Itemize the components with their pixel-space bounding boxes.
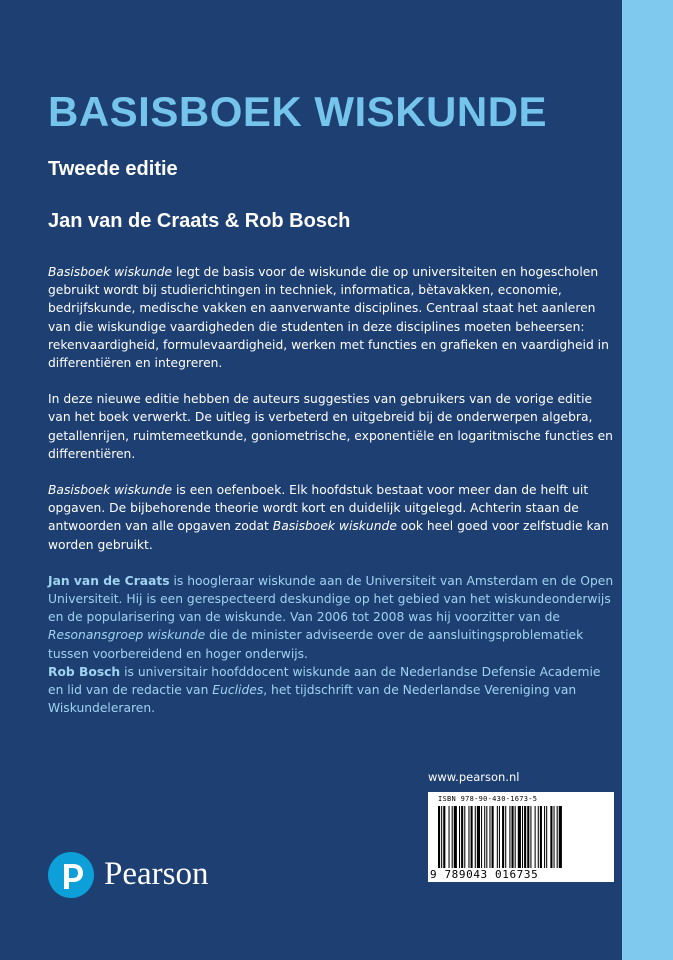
author-bio-2	[48, 663, 618, 718]
bio-italic: Euclides	[212, 683, 264, 698]
edition-label: Tweede editie	[48, 158, 178, 180]
book-title-italic: Basisboek wiskunde	[48, 483, 173, 498]
publisher-name: Pearson	[104, 856, 209, 892]
isbn-label: ISBN 978-90-430-1673-5	[438, 795, 538, 803]
pearson-p-logo-icon	[48, 852, 94, 898]
authors: Jan van de Craats & Rob Bosch	[48, 210, 351, 232]
isbn-barcode	[428, 792, 614, 882]
book-title-italic: Basisboek wiskunde	[272, 519, 397, 534]
blurb-paragraph-1	[48, 263, 618, 372]
bio-italic: Resonansgroep wiskunde	[48, 628, 206, 643]
barcode-bars	[438, 806, 606, 868]
spine-strip	[622, 0, 673, 960]
paragraph-text: is een oefenboek. Elk hoofdstuk bestaat voor meer dan de helft uit opgaven. De bijbehorende theorie wordt kort en duidelijk uitgelegd. Achterin staan de antwoorden van alle opgaven zodat	[48, 483, 589, 534]
blurb	[48, 263, 618, 717]
book-title: BASISBOEK WISKUNDE	[48, 88, 548, 135]
author-name: Rob Bosch	[48, 664, 121, 679]
author-name: Jan van de Craats	[48, 573, 170, 588]
ean-digits: 9 789043 016735	[430, 868, 539, 881]
paragraph-text: ook heel goed voor zelfstudie kan worden gebruikt.	[48, 519, 609, 552]
blurb-paragraph-3	[48, 481, 618, 554]
bio-text: is universitair hoofddocent wiskunde aan de Nederlandse Defensie Academie en lid van de redactie van	[48, 664, 601, 698]
bio-text: , het tijdschrift van de Nederlandse Vereniging van Wiskundeleraren.	[48, 683, 577, 716]
author-bio-1	[48, 572, 618, 663]
paragraph-text: legt de basis voor de wiskunde die op universiteiten en hogescholen gebruikt wordt bij studierichtingen in techniek, informatica, bètavakken, economie, bedrijfskunde, medische vakken en aanverwante disciplines. Centraal staat het aanleren van die wiskundige vaardigheden die studenten in deze disciplines moeten beheersen: rekenvaardigheid, formulevaardigheid, werken met functies en grafieken en vaardigheid in differentiëren en integreren.	[48, 265, 609, 371]
blurb-paragraph-2: In deze nieuwe editie hebben de auteurs suggesties van gebruikers van de vorige editie van het boek verwerkt. De uitleg is verbeterd en uitgebreid bij de onderwerpen algebra, getallenrijen, ruimtemeetkunde, goniometrische, exponentiële en logaritmische functies en differentiëren.	[48, 392, 613, 461]
bio-text: is hoogleraar wiskunde aan de Universiteit van Amsterdam en de Open Universiteit. Hij is een gerespecteerd deskundige op het gebied van het wiskundeonderwijs en de popularisering van de wiskunde. Van 2006 tot 2008 was hij voorzitter van de	[48, 573, 614, 625]
bio-text: die de minister adviseerde over de aansluitingsproblematiek tussen voorbereidend en hoger onderwijs.	[48, 628, 584, 661]
publisher-website: www.pearson.nl	[428, 770, 520, 784]
book-title-italic: Basisboek wiskunde	[48, 265, 173, 279]
